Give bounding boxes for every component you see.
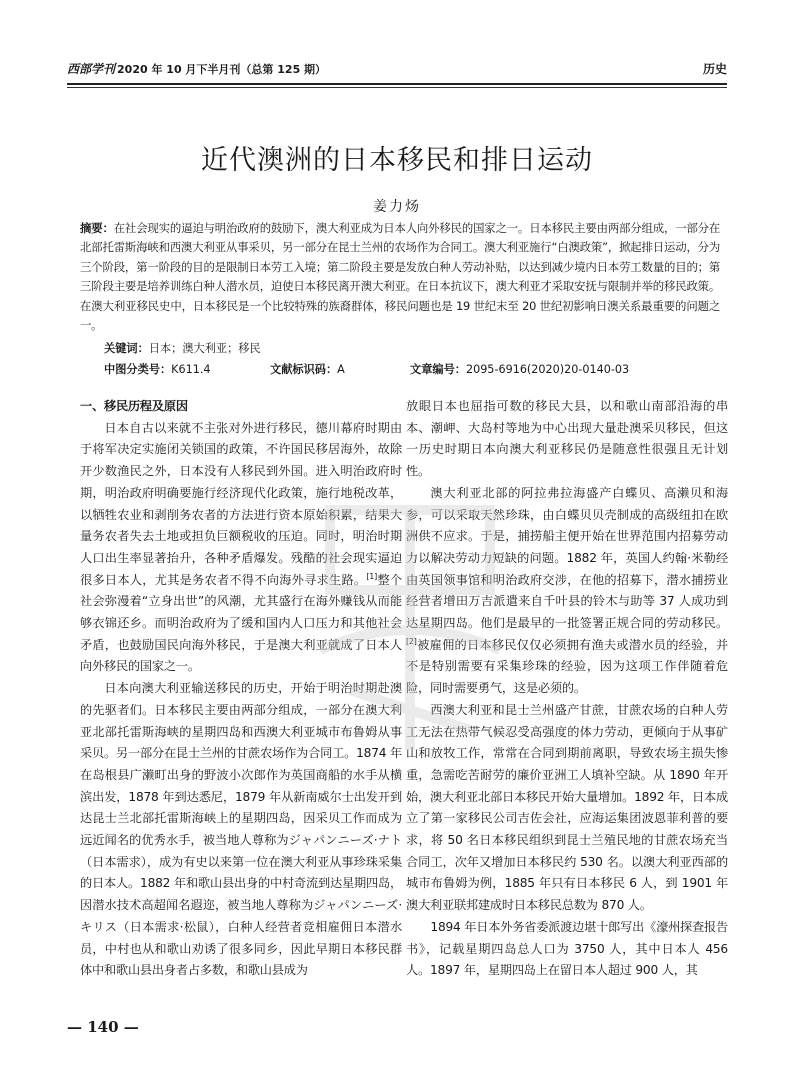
page-number: — 140 — [67,1018,139,1036]
section-label: 历史 [702,62,727,76]
right-column [406,396,728,982]
header-rule-thin [67,87,727,88]
paragraph: 西澳大利亚和昆士兰州盛产甘蔗，甘蔗农场的白种人劳工无法在热带气候忍受高强度的体力劳动，更倾向于从事矿山和放牧工作，常常在合同到期前离职，导致农场主损失惨重，急需吃苦耐劳的廉价亚洲工人填补空缺。从 1890 年开始，澳大利亚北部日本移民开始大量增加。1892 年，日本成立了第一家移民公司吉佐会社，应海运集团波恩菲利普的要求，将 50 名日本移民组织到昆士兰殖民地的甘蔗农场充当合同工，次年又增加日本移民约 530 名。以澳大利亚西部的城市布鲁姆为例，1885 年只有日本移民 6 人，到 1901 年澳大利亚联邦建成时日本移民总数为 870 人。 [406,702,728,913]
clc-code: 中图分类号：K611.4 [104,363,211,376]
citation: [1] [366,571,378,581]
keywords-text: 日本；澳大利亚；移民 [148,342,261,355]
abstract [80,219,720,335]
paragraph: 日本自古以来就不主张对外进行移民，德川幕府时期由于将军决定实施闭关锁国的政策，不许国民移居海外，故除开少数渔民之外，日本没有人移民到外国。进入明治政府时期，明治政府明确要施行经济现代化政策，施行地税改革，以牺牲农业和剥削务农者的方法进行资本原始积累，结果大量务农者失去土地或担负巨额税收的压迫。同时，明治时期人口出生率显著抬升，各种矛盾爆发。残酷的社会现实逼迫很多日本人，尤其是务农者不得不向海外寻求生路。[1]整个社会弥漫着“立身出世”的风潮，尤其盛行在海外赚钱从而能够衣锦还乡。而明治政府为了缓和国内人口压力和其他社会矛盾，也鼓励国民向海外移民，于是澳大利亚就成了日本人向外移民的国家之一。 [80,420,402,674]
classification-line [104,361,734,379]
keywords-label: 关键词： [104,342,149,355]
journal-header [67,60,326,77]
header-rule-thick [67,83,727,85]
journal-name: 西部学刊 [67,62,116,76]
paragraph: 放眼日本也屈指可数的移民大县，以和歌山南部沿海的串本、潮岬、大岛村等地为中心出现大量赴澳采贝移民，但这一历史时期日本向澳大利亚移民仍是随意性很强且无计划性。 [406,399,728,479]
abstract-label: 摘要： [80,221,114,235]
section-heading: 一、移民历程及原因 [80,399,188,413]
issue-info: 2020 年 10 月下半月刊（总第 125 期） [117,63,327,76]
paragraph: 1894 年日本外务省委派渡边堪十郎写出《濠州探查报告书》，记载星期四岛总人口为 3750 人，其中日本人 456 人。1897 年，星期四岛上在留日本人超过 900 人，其 [406,919,729,978]
left-column [80,396,402,982]
article-author: 姜力炀 [373,199,421,215]
article-title: 近代澳洲的日本移民和排日运动 [201,145,593,176]
keywords [104,340,261,356]
article-number: 文章编号：2095-6916(2020)20-0140-03 [410,363,630,376]
document-code: 文献标识码：A [270,363,345,376]
paragraph: 日本向澳大利亚输送移民的历史，开始于明治时期赴澳的先驱者们。日本移民主要由两部分组成，一部分在澳大利亚北部托雷斯海峡的星期四岛和西澳大利亚城市布鲁姆从事采贝。另一部分在昆士兰州的甘蔗农场作为合同工。1874 年在岛根县广濑町出身的野波小次郎作为英国商船的水手从横滨出发，1878 年到达悉尼，1879 年从新南威尔士出发开到达昆士兰北部托雷斯海峡上的星期四岛，因采贝工作而成为远近闻名的优秀水手，被当地人尊称为ジャパンニーズ·ナト（日本需求），成为有史以来第一位在澳大利亚从事珍珠采集的日本人。1882 年和歌山县出身的中村奇流到达星期四岛，因潜水技术高超闻名遐迩，被当地人尊称为ジャパンニーズ·キリス（日本需求·松鼠），白种人经营者竞相雇佣日本潜水员，中村也从和歌山劝诱了很多同乡，因此早期日本移民群体中和歌山县出身者占多数，和歌山县成为 [80,681,402,978]
abstract-text: 在社会现实的逼迫与明治政府的鼓励下，澳大利亚成为日本人向外移民的国家之一。日本移民主要由两部分组成，一部分在北部托雷斯海峡和西澳大利亚从事采贝，另一部分在昆士兰州的农场作为合同工。澳大利亚施行“白澳政策”，掀起排日运动，分为三个阶段，第一阶段的目的是限制日本劳工入境；第二阶段主要是发放白种人劳动补贴，以达到减少境内日本劳工数量的目的；第三阶段主要是培养训练白种人潜水员，迫使日本移民离开澳大利亚。在日本抗议下，澳大利亚才采取安抚与限制并举的移民政策。在澳大利亚移民史中，日本移民是一个比较特殊的族裔群体，移民问题也是 19 世纪末至 20 世纪初影响日澳关系最重要的问题之一。 [80,221,720,333]
citation: [2] [406,636,417,646]
paragraph: 澳大利亚北部的阿拉弗拉海盛产白蝶贝、高濑贝和海参，可以采取天然珍珠，由白蝶贝贝壳制成的高级纽扣在欧洲供不应求。于是，捕捞船主便开始在世界范围内招募劳动力以解决劳动力短缺的问题。1882 年，英国人约翰·米勒经由英国领事馆和明治政府交涉，在他的招募下，潜水捕捞业经营者增田万吉派遣来自千叶县的铃木与助等 37 人成功到达星期四岛。他们是最早的一批签署正规合同的劳动移民。[2]被雇佣的日本移民仅仅必须拥有渔夫或潜水员的经验，并不是特别需要有采集珍珠的经验，因为这项工作伴随着危险，同时需要勇气，这是必须的。 [406,485,728,696]
running-header [67,60,727,82]
